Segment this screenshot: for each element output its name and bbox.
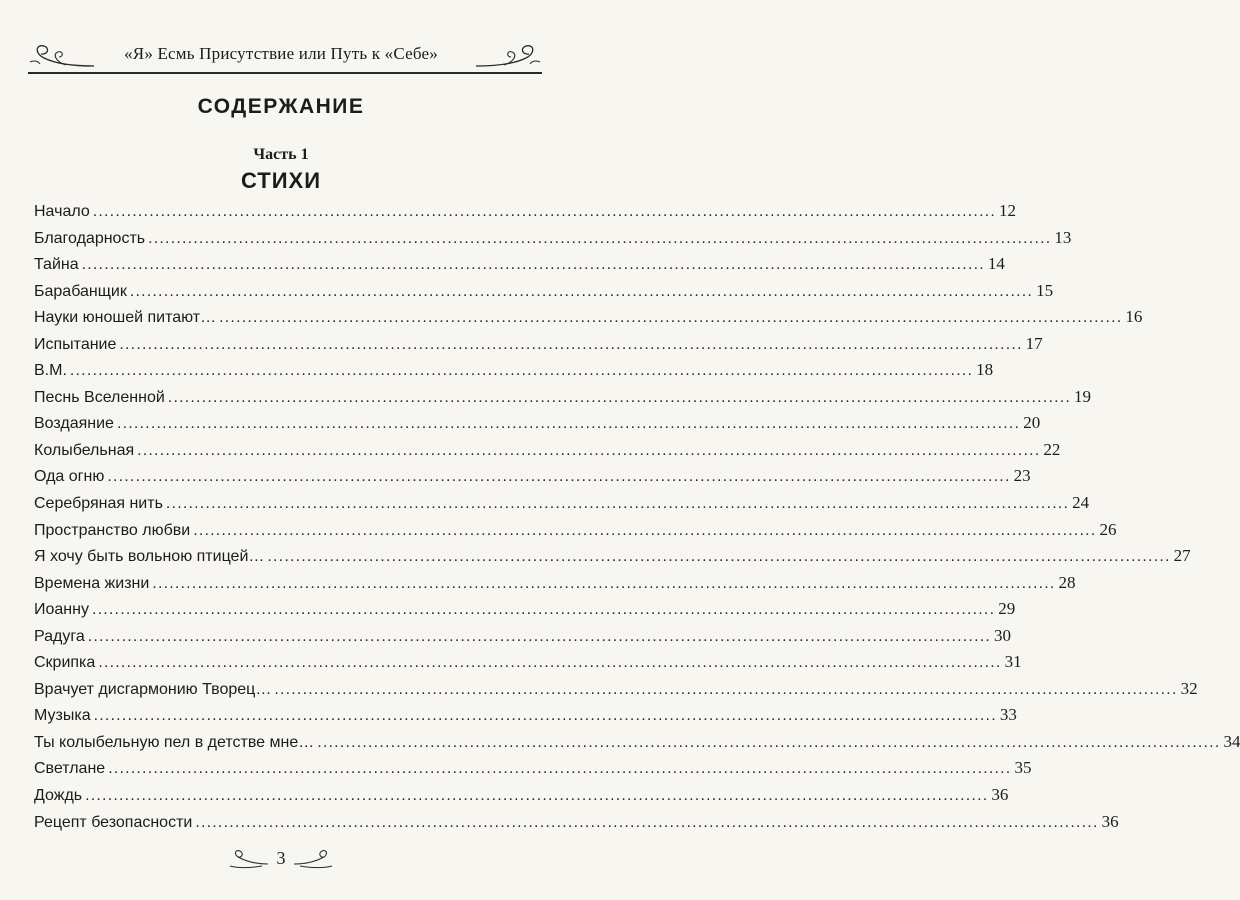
toc-entry-title: Музыка xyxy=(34,707,91,725)
dot-leader: ................................................................................................................................................................ xyxy=(119,335,1023,353)
toc-entry-page: 32 xyxy=(1180,678,1198,698)
toc-entry-page: 36 xyxy=(1101,811,1119,831)
dot-leader: ................................................................................................................................................................ xyxy=(165,495,1070,513)
right-footer-flourish-icon xyxy=(292,848,334,872)
dot-leader: ................................................................................................................................................................ xyxy=(129,282,1034,300)
toc-entry xyxy=(34,543,1191,570)
toc-entry-title: Колыбельная xyxy=(34,441,135,459)
toc-entry-title: Испытание xyxy=(34,335,117,353)
toc-entry xyxy=(34,809,1119,836)
toc-entry xyxy=(34,517,1117,544)
dot-leader: ................................................................................................................................................................ xyxy=(85,787,989,805)
toc-entry xyxy=(34,410,1041,437)
page-footer xyxy=(0,846,562,876)
toc-entry xyxy=(34,729,1240,756)
toc-entry-title: Дождь xyxy=(34,787,83,805)
toc-entry-page: 22 xyxy=(1043,439,1061,459)
toc-entry-page: 30 xyxy=(994,625,1012,645)
toc-entry-page: 20 xyxy=(1023,413,1041,433)
toc-entry-title: Благодарность xyxy=(34,229,146,247)
dot-leader: ................................................................................................................................................................ xyxy=(317,733,1221,751)
toc-entry-page: 17 xyxy=(1025,333,1043,353)
dot-leader: ................................................................................................................................................................ xyxy=(87,627,992,645)
toc-entry-title: Воздаяние xyxy=(34,415,114,433)
dot-leader: ................................................................................................................................................................ xyxy=(92,203,996,220)
toc-entry xyxy=(34,623,1012,650)
running-header xyxy=(0,38,562,74)
right-flourish-ornament-icon xyxy=(474,40,544,70)
dot-leader: ................................................................................................................................................................ xyxy=(167,388,1072,406)
toc-entry-title: Тайна xyxy=(34,256,79,274)
toc-entry-page: 14 xyxy=(987,254,1005,274)
toc-entry xyxy=(34,437,1061,464)
toc-entry-page: 24 xyxy=(1072,493,1090,513)
toc-list xyxy=(34,198,1240,835)
toc-entry-page: 29 xyxy=(998,599,1016,619)
dot-leader: ................................................................................................................................................................ xyxy=(107,468,1011,486)
dot-leader: ................................................................................................................................................................ xyxy=(116,415,1021,433)
toc-entry xyxy=(34,225,1072,252)
toc-entry xyxy=(34,331,1043,358)
toc-entry-title: Светлане xyxy=(34,760,106,778)
toc-entry-page: 15 xyxy=(1036,280,1054,300)
toc-entry-title: Радуга xyxy=(34,627,85,645)
toc-entry-page: 13 xyxy=(1054,227,1072,247)
toc-entry xyxy=(34,384,1092,411)
toc-entry-title: Я хочу быть вольною птицей… xyxy=(34,548,265,566)
page-number: 3 xyxy=(276,848,286,868)
part-label: Часть 1 xyxy=(253,146,309,163)
toc-entry-page: 19 xyxy=(1074,386,1092,406)
toc-entry-title: Скрипка xyxy=(34,654,96,672)
toc-entry-title: Врачует дисгармонию Творец… xyxy=(34,680,272,698)
toc-entry-title: Барабанщик xyxy=(34,282,127,300)
dot-leader: ................................................................................................................................................................ xyxy=(98,654,1002,672)
toc-entry-title: Серебряная нить xyxy=(34,495,163,513)
dot-leader: ................................................................................................................................................................ xyxy=(267,548,1171,566)
dot-leader: ................................................................................................................................................................ xyxy=(152,574,1056,592)
toc-entry xyxy=(34,649,1022,676)
toc-entry-page: 33 xyxy=(999,705,1017,725)
toc-entry-title: Начало xyxy=(34,203,90,220)
dot-leader: ................................................................................................................................................................ xyxy=(195,813,1099,831)
dot-leader: ................................................................................................................................................................ xyxy=(137,441,1041,459)
toc-entry xyxy=(34,198,1016,225)
toc-entry-title: Пространство любви xyxy=(34,521,191,539)
dot-leader: ................................................................................................................................................................ xyxy=(148,229,1052,247)
toc-entry xyxy=(34,304,1143,331)
toc-entry-page: 36 xyxy=(991,785,1009,805)
dot-leader: ................................................................................................................................................................ xyxy=(93,707,997,725)
toc-entry xyxy=(34,755,1032,782)
toc-entry-title: Времена жизни xyxy=(34,574,150,592)
toc-entry-title: Рецепт безопасности xyxy=(34,813,193,831)
toc-entry-title: Ты колыбельную пел в детстве мне… xyxy=(34,733,315,751)
toc-entry xyxy=(34,490,1090,517)
dot-leader: ................................................................................................................................................................ xyxy=(193,521,1097,539)
toc-entry-title: Ода огню xyxy=(34,468,105,486)
toc-entry xyxy=(34,463,1031,490)
toc-entry-title: Песнь Вселенной xyxy=(34,388,165,406)
toc-entry-page: 16 xyxy=(1125,307,1143,327)
toc-entry xyxy=(34,676,1198,703)
toc-entry xyxy=(34,570,1076,597)
dot-leader: ................................................................................................................................................................ xyxy=(81,256,985,274)
toc-entry-page: 28 xyxy=(1058,572,1076,592)
dot-leader: ................................................................................................................................................................ xyxy=(274,680,1178,698)
toc-entry-page: 18 xyxy=(976,360,994,380)
toc-entry xyxy=(34,278,1054,305)
dot-leader: ................................................................................................................................................................ xyxy=(91,601,996,619)
part-title: СТИХИ xyxy=(240,168,322,193)
toc-entry-page: 12 xyxy=(999,201,1016,220)
dot-leader: ................................................................................................................................................................ xyxy=(108,760,1012,778)
toc-entry xyxy=(34,357,994,384)
toc-entry-page: 35 xyxy=(1014,758,1032,778)
toc-entry-title: Иоанну xyxy=(34,601,89,619)
running-title: «Я» Есмь Присутствие или Путь к «Себе» xyxy=(124,44,438,63)
toc-entry xyxy=(34,702,1017,729)
dot-leader: ................................................................................................................................................................ xyxy=(219,309,1123,327)
toc-entry-title: В.М. xyxy=(34,362,67,380)
toc-entry xyxy=(34,782,1009,809)
dot-leader: ................................................................................................................................................................ xyxy=(69,362,974,380)
toc-entry-page: 23 xyxy=(1013,466,1031,486)
header-rule xyxy=(28,72,542,74)
toc-entry-page: 26 xyxy=(1099,519,1117,539)
toc-entry-page: 31 xyxy=(1004,652,1022,672)
toc-title: СОДЕРЖАНИЕ xyxy=(197,95,365,118)
toc-entry xyxy=(34,596,1016,623)
toc-entry-page: 27 xyxy=(1173,546,1191,566)
toc-entry-title: Науки юношей питают… xyxy=(34,309,217,327)
toc-entry xyxy=(34,251,1005,278)
toc-entry-page: 34 xyxy=(1223,731,1240,751)
